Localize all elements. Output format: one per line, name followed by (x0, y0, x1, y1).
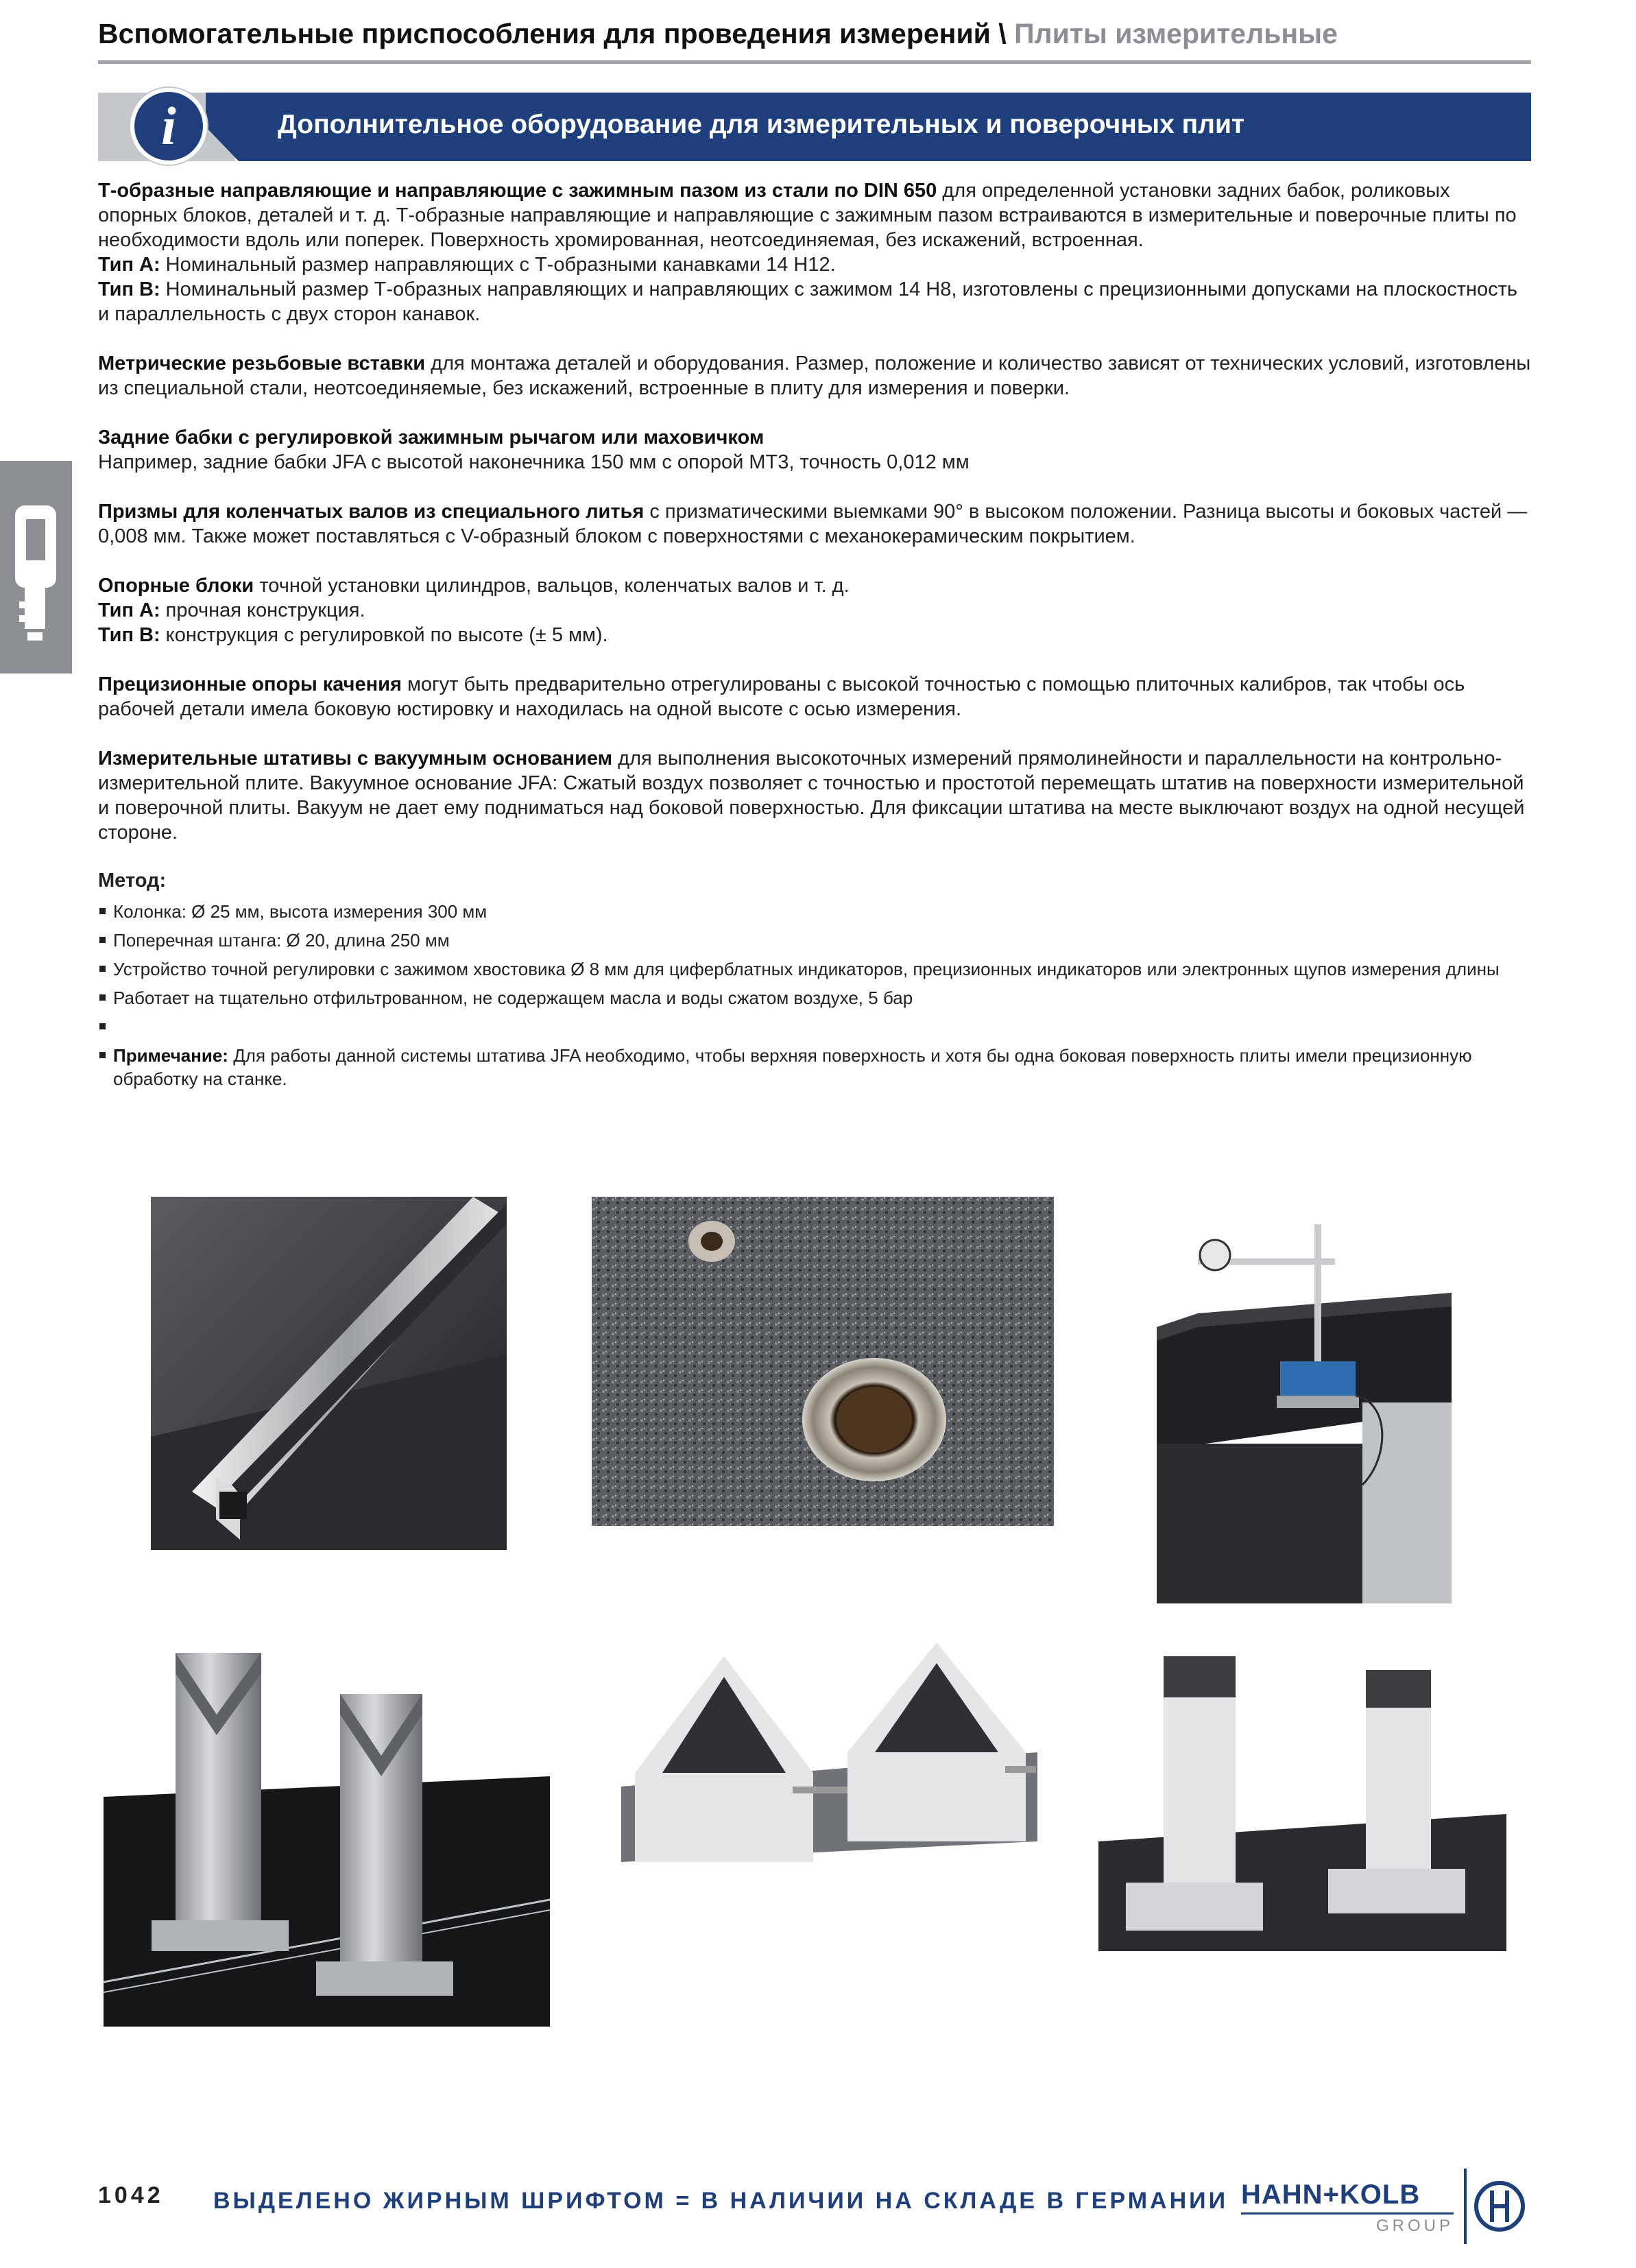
rollers-text: могут быть предварительно отрегулированы с высокой точностью с помощью плиточных калибров, так чтобы ось рабочей детали имела боковую юстировку и находилась на одной высоте с осью измерения. (98, 673, 1465, 720)
list-item: Поперечная штанга: Ø 20, длина 250 мм (98, 929, 1531, 952)
inserts-heading: Метрические резьбовые вставки (98, 353, 426, 374)
brand-rule (1241, 2212, 1454, 2215)
section-tab (0, 461, 72, 673)
support-blocks-photo (621, 1636, 1037, 1883)
header-divider (98, 60, 1531, 64)
note-text: Для работы данной системы штатива JFA необходимо, чтобы верхняя поверхность и хотя бы одна боковая поверхность плиты имели прецизионную обработку на станке. (113, 1045, 1472, 1089)
brand-logo-text (1241, 2174, 1454, 2243)
tailstocks-photo (1098, 1636, 1506, 1951)
tslot-type-a (98, 252, 1531, 277)
tailstock-heading-text: Задние бабки с регулировкой зажимным рычагом или маховичком (98, 427, 765, 449)
stock-note: ВЫДЕЛЕНО ЖИРНЫМ ШРИФТОМ = В НАЛИЧИИ НА СКЛАДЕ В ГЕРМАНИИ (213, 2188, 1229, 2214)
blocks-heading: Опорные блоки (98, 575, 254, 597)
header-title: Вспомогательные приспособления для проведения измерений (98, 18, 991, 49)
tslot-heading: Т-образные направляющие и направляющие с зажимным пазом из стали по DIN 650 (98, 180, 937, 202)
rollers-paragraph (98, 672, 1531, 721)
header-separator: \ (998, 18, 1007, 49)
main-content (98, 178, 1531, 1096)
inserts-text: для монтажа деталей и оборудования. Размер, положение и количество зависят от технических условий, изготовлены из специальной стали, неотсоединяемые, без искажений, встроенные в плиту для измерения и поверки. (98, 353, 1531, 399)
list-item: Устройство точной регулировки с зажимом хвостовика Ø 8 мм для циферблатных индикаторов, прецизионных индикаторов или электронных щупов измерения длины (98, 957, 1531, 981)
tslot-text: для определенной установки задних бабок, роликовых опорных блоков, деталей и т. д. Т-образные направляющие и направляющие с зажимным пазом встраиваются в измерительные и поверочные плиты по необходимости вдоль или поперек. Поверхность хромированная, неотсоединяемая, без искажений, встроенная. (98, 180, 1517, 251)
page-header (98, 18, 1531, 50)
blocks-type-b (98, 623, 1531, 647)
tailstock-heading (98, 425, 1531, 450)
blocks-type-b-text: конструкция с регулировкой по высоте (± 5 мм). (160, 624, 608, 646)
tslot-type-b-label: Тип B: (98, 278, 160, 300)
threaded-insert-photo (592, 1197, 1054, 1526)
blocks-type-a-label: Тип A: (98, 599, 160, 621)
method-title: Метод: (98, 870, 167, 892)
tslot-paragraph (98, 178, 1531, 252)
rollers-heading: Прецизионные опоры качения (98, 673, 402, 695)
vacuum-stand-photo (1157, 1197, 1452, 1603)
banner-title: Дополнительное оборудование для измерительных и поверочных плит (278, 110, 1245, 139)
tslot-type-b-text: Номинальный размер Т-образных направляющих и направляющих с зажимом 14 H8, изготовлены с прецизионными допусками на плоскостность и параллельность с двух сторон канавок. (98, 278, 1518, 325)
brand-group: GROUP (1375, 2217, 1454, 2235)
stands-text: для выполнения высокоточных измерений прямолинейности и параллельности на контрольно-измерительной плите. Вакуумное основание JFA: Сжатый воздух позволяет с точностью и простотой перемещать штатив на поверхности измерительной и поверочной плиты. Вакуум не дает ему подниматься над боковой поверхностью. Для фиксации штатива на месте выключают воздух на одной несущей стороне. (98, 748, 1525, 844)
header-subtitle: Плиты измерительные (1014, 18, 1338, 49)
blocks-type-a (98, 598, 1531, 623)
blocks-paragraph (98, 573, 1531, 598)
hahn-kolb-emblem-icon (1464, 2169, 1526, 2244)
tailstock-text: Например, задние бабки JFA с высотой наконечника 150 мм с опорой MT3, точность 0,012 мм (98, 451, 970, 473)
list-item-empty (98, 1015, 1531, 1038)
inserts-paragraph (98, 351, 1531, 401)
stands-heading: Измерительные штативы с вакуумным основанием (98, 748, 613, 769)
tslot-type-b (98, 277, 1531, 326)
tslot-type-a-label: Тип A: (98, 254, 160, 276)
brand-name: HAHN+KOLB (1241, 2180, 1421, 2210)
note-label: Примечание: (113, 1045, 228, 1066)
stands-paragraph (98, 746, 1531, 845)
blocks-type-a-text: прочная конструкция. (160, 599, 365, 621)
list-item: Колонка: Ø 25 мм, высота измерения 300 мм (98, 900, 1531, 923)
measuring-tool-icon (0, 461, 72, 673)
method-list (98, 900, 1531, 1090)
prisms-paragraph (98, 499, 1531, 549)
info-icon: i (130, 88, 207, 165)
list-item: Работает на тщательно отфильтрованном, не содержащем масла и воды сжатом воздухе, 5 бар (98, 986, 1531, 1010)
method-note (98, 1044, 1531, 1090)
blocks-text: точной установки цилиндров, вальцов, коленчатых валов и т. д. (254, 575, 850, 597)
tslot-type-a-text: Номинальный размер направляющих с Т-образными канавками 14 H12. (160, 254, 836, 276)
prisms-heading: Призмы для коленчатых валов из специального литья (98, 501, 645, 523)
page-number: 1042 (98, 2182, 164, 2208)
prisms-text: с призматическими выемками 90° в высоком положении. Разница высоты и боковых частей — 0,008 мм. Также может поставляться с V-образный блоком с поверхностями с механокерамическим покрытием. (98, 501, 1528, 547)
blocks-type-b-label: Тип B: (98, 624, 160, 646)
t-slot-rail-photo (151, 1197, 507, 1550)
crankshaft-prisms-photo (104, 1639, 550, 2027)
